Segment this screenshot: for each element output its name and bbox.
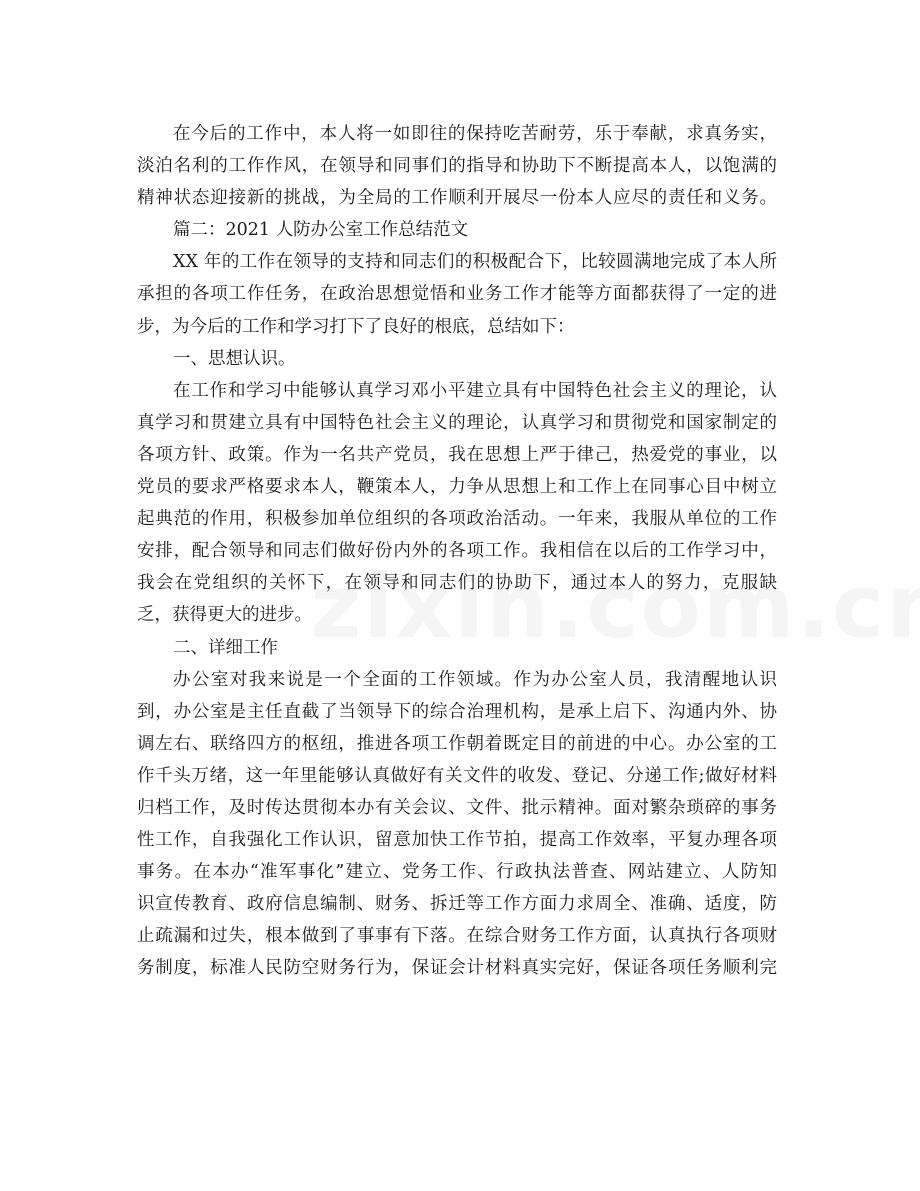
text-line: 起典范的作用，积极参加单位组织的各项政治活动。一年来，我服从单位的工作 bbox=[137, 509, 777, 530]
text-line: 党员的要求严格要求本人，鞭策本人，力争从思想上和工作上在同事心目中树立 bbox=[137, 477, 777, 498]
text-line: 调左右、联络四方的枢纽，推进各项工作朝着既定目的前进的中心。办公室的工 bbox=[137, 733, 777, 754]
text-line: 性工作，自我强化工作认识，留意加快工作节拍，提高工作效率，平复办理各项 bbox=[137, 830, 777, 851]
text-line: XX 年的工作在领导的支持和同志们的积极配合下，比较圆满地完成了本人所 bbox=[173, 252, 777, 273]
text-line: 在工作和学习中能够认真学习邓小平建立具有中国特色社会主义的理论，认 bbox=[173, 380, 777, 401]
text-line: 精神状态迎接新的挑战，为全局的工作顺利开展尽一份本人应尽的责任和义务。 bbox=[137, 188, 777, 209]
text-line: 归档工作，及时传达贯彻本办有关会议、文件、批示精神。面对繁杂琐碎的事务 bbox=[137, 797, 777, 818]
text-line: 到，办公室是主任直截了当领导下的综合治理机构，是承上启下、沟通内外、协 bbox=[137, 701, 777, 722]
text-line: 一、思想认识。 bbox=[173, 348, 296, 369]
text-line: 真学习和贯建立具有中国特色社会主义的理论，认真学习和贯彻党和国家制定的 bbox=[137, 412, 777, 433]
text-line: 各项方针、政策。作为一名共产党员，我在思想上严于律己，热爱党的事业，以 bbox=[137, 444, 777, 465]
text-line: 办公室对我来说是一个全面的工作领域。作为办公室人员，我清醒地认识 bbox=[173, 669, 777, 690]
text-line: 乏，获得更大的进步。 bbox=[137, 605, 312, 626]
text-line: 我会在党组织的关怀下，在领导和同志们的协助下，通过本人的努力，克服缺 bbox=[137, 573, 777, 594]
text-line: 步，为今后的工作和学习打下了良好的根底，总结如下： bbox=[137, 316, 575, 337]
text-line: 淡泊名利的工作作风，在领导和同事们的指导和协助下不断提高本人，以饱满的 bbox=[137, 156, 777, 177]
text-line: 务制度，标准人民防空财务行为，保证会计材料真实完好，保证各项任务顺利完 bbox=[137, 958, 777, 979]
text-line: 篇二：2021 人防办公室工作总结范文 bbox=[173, 220, 469, 241]
document-body bbox=[137, 118, 777, 985]
text-line: 安排，配合领导和同志们做好份内外的各项工作。我相信在以后的工作学习中， bbox=[137, 541, 777, 562]
text-line: 事务。在本办“准军事化”建立、党务工作、行政执法普查、网站建立、人防知 bbox=[137, 862, 777, 883]
text-line: 作千头万绪，这一年里能够认真做好有关文件的收发、登记、分递工作;做好材料 bbox=[137, 765, 777, 786]
text-line: 二、详细工作 bbox=[173, 637, 278, 658]
text-line: 承担的各项工作任务，在政治思想觉悟和业务工作才能等方面都获得了一定的进 bbox=[137, 284, 777, 305]
text-line: 止疏漏和过失，根本做到了事事有下落。在综合财务工作方面，认真执行各项财 bbox=[137, 926, 777, 947]
text-line: 识宣传教育、政府信息编制、财务、拆迁等工作方面力求周全、准确、适度，防 bbox=[137, 894, 777, 915]
text-line: 在今后的工作中，本人将一如即往的保持吃苦耐劳，乐于奉献，求真务实， bbox=[173, 124, 777, 144]
